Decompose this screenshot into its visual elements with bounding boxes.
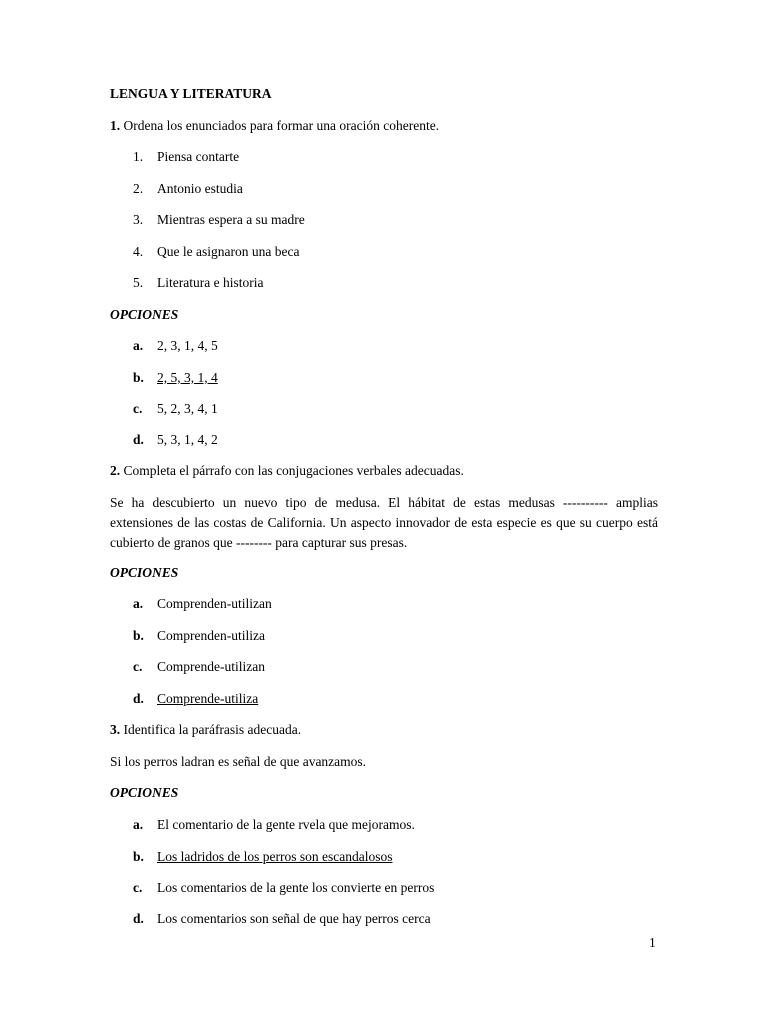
question-number: 1. [110, 118, 121, 133]
option-letter: b. [133, 628, 144, 643]
statement-number: 5. [133, 275, 144, 290]
option-letter: c. [133, 880, 143, 895]
question-sentence: Si los perros ladran es señal de que avanzamos. [110, 754, 367, 769]
option-text-correct: Los ladridos de los perros son escandalosos [157, 849, 393, 864]
question-2 [110, 463, 464, 479]
option-text: El comentario de la gente rvela que mejoramos. [157, 817, 415, 832]
options-heading: OPCIONES [110, 785, 179, 800]
page-title: LENGUA Y LITERATURA [110, 86, 272, 101]
statement-text: Literatura e historia [157, 275, 264, 290]
option-letter: d. [133, 911, 144, 926]
option-letter: c. [133, 659, 143, 674]
question-text: Completa el párrafo con las conjugaciones verbales adecuadas. [123, 463, 464, 478]
option-letter: d. [133, 691, 144, 706]
option-letter: a. [133, 338, 144, 353]
question-paragraph: Se ha descubierto un nuevo tipo de medusa. El hábitat de estas medusas ---------- amplias extensiones de las costas de California. Un aspecto innovador de esta especie es que su cuerpo está cubierto de granos que -------- para capturar sus presas. [110, 495, 658, 550]
question-text: Ordena los enunciados para formar una oración coherente. [123, 118, 440, 133]
option-text: Comprenden-utilizan [157, 596, 272, 611]
statement-number: 3. [133, 212, 144, 227]
question-number: 2. [110, 463, 121, 478]
option-letter: a. [133, 817, 144, 832]
option-text: 5, 3, 1, 4, 2 [157, 432, 218, 447]
option-letter: c. [133, 401, 143, 416]
option-text: 2, 3, 1, 4, 5 [157, 338, 218, 353]
statement-number: 1. [133, 149, 144, 164]
option-letter: b. [133, 370, 144, 385]
option-text: 5, 2, 3, 4, 1 [157, 401, 218, 416]
question-1 [110, 118, 439, 134]
statement-text: Piensa contarte [157, 149, 240, 164]
statement-text: Que le asignaron una beca [157, 244, 300, 259]
option-text: Los comentarios de la gente los convierte en perros [157, 880, 435, 895]
options-heading: OPCIONES [110, 565, 179, 580]
statement-text: Mientras espera a su madre [157, 212, 305, 227]
question-3 [110, 722, 301, 738]
option-text: Los comentarios son señal de que hay perros cerca [157, 911, 431, 926]
option-text-correct: Comprende-utiliza [157, 691, 259, 706]
statement-text: Antonio estudia [157, 181, 243, 196]
statement-number: 4. [133, 244, 144, 259]
options-heading: OPCIONES [110, 307, 179, 322]
option-letter: d. [133, 432, 144, 447]
option-text: Comprenden-utiliza [157, 628, 265, 643]
option-letter: b. [133, 849, 144, 864]
question-text: Identifica la paráfrasis adecuada. [123, 722, 302, 737]
statement-number: 2. [133, 181, 144, 196]
page-number: 1 [649, 935, 656, 950]
question-number: 3. [110, 722, 121, 737]
option-text-correct: 2, 5, 3, 1, 4 [157, 370, 218, 385]
option-letter: a. [133, 596, 144, 611]
option-text: Comprende-utilizan [157, 659, 265, 674]
